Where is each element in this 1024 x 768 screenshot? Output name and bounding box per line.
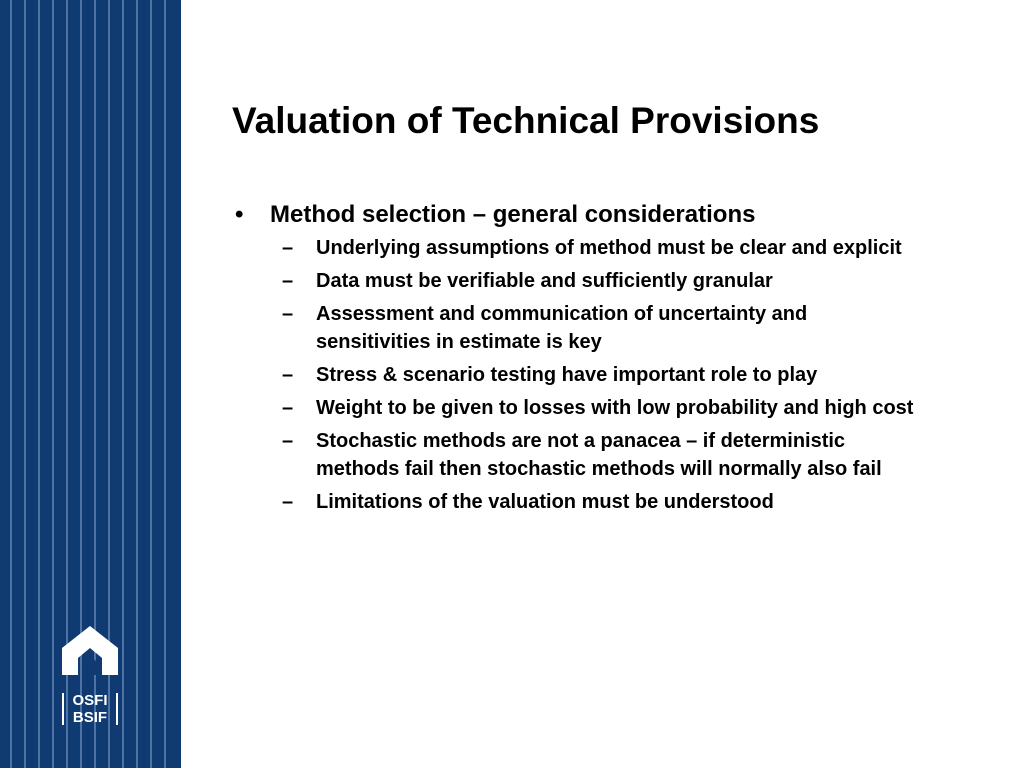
sub-bullet-item (282, 361, 926, 389)
osfi-logo-icon (60, 625, 120, 677)
logo-text-osfi: OSFI (72, 692, 108, 709)
sidebar-stripes (0, 0, 181, 768)
dash-marker: – (282, 397, 294, 419)
sub-bullet-item (282, 427, 926, 483)
slide-title: Valuation of Technical Provisions (232, 100, 820, 141)
logo-text-bsif: BSIF (72, 709, 108, 726)
sub-bullet-text: Weight to be given to losses with low probability and high cost (316, 397, 914, 419)
dash-marker: – (282, 270, 294, 292)
dash-marker: – (282, 491, 294, 513)
dash-marker: – (282, 303, 294, 325)
sub-bullet-text: Stochastic methods are not a panacea – if deterministic methods fail then stochastic methods will normally also fail (316, 430, 882, 480)
dash-marker: – (282, 237, 294, 259)
sub-bullet-text: Assessment and communication of uncertainty and sensitivities in estimate is key (316, 303, 808, 353)
sub-bullet-text: Underlying assumptions of method must be clear and explicit (316, 237, 902, 259)
sub-bullet-text: Limitations of the valuation must be understood (316, 491, 774, 513)
osfi-logo (60, 625, 120, 725)
dash-marker: – (282, 364, 294, 386)
sub-bullet-text: Data must be verifiable and sufficiently granular (316, 270, 773, 292)
sub-bullet-text: Stress & scenario testing have important role to play (316, 364, 818, 386)
sub-bullet-item (282, 267, 926, 295)
slide-content (232, 198, 952, 521)
bullet-text: Method selection – general considerations (270, 201, 756, 228)
bullet-item (232, 198, 952, 232)
sub-bullet-item (282, 300, 926, 356)
bullet-marker: • (235, 201, 244, 228)
sub-bullet-item (282, 234, 926, 262)
dash-marker: – (282, 430, 294, 452)
sub-bullet-list (282, 234, 952, 516)
sub-bullet-item (282, 488, 926, 516)
sub-bullet-item (282, 394, 926, 422)
